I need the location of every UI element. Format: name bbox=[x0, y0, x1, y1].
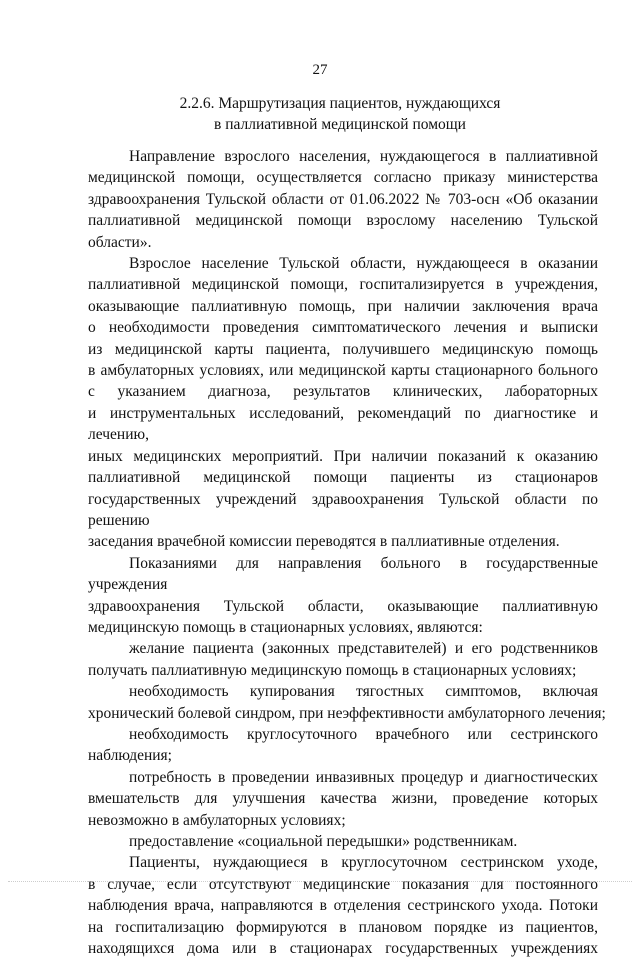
text-line: в случае, если отсутствуют медицинские показания для постоянного bbox=[88, 875, 598, 893]
section-heading-line: 2.2.6. Маршрутизация пациентов, нуждающихся bbox=[179, 95, 501, 112]
scan-footer-artifact bbox=[8, 881, 632, 888]
text-line: получать паллиативную медицинскую помощь в стационарных условиях; bbox=[88, 661, 577, 679]
text-line: области». bbox=[88, 233, 152, 251]
paragraph bbox=[88, 553, 598, 639]
text-line: хронический болевой синдром, при неэффективности амбулаторного лечения; bbox=[88, 704, 606, 722]
text-line: паллиативной медицинской помощи пациенты из стационаров bbox=[88, 469, 598, 487]
text-line: находящихся дома или в стационарах государственных учреждениях bbox=[88, 940, 598, 958]
section-heading bbox=[88, 93, 592, 135]
text-line: о необходимости проведения симптоматического лечения и выписки bbox=[88, 319, 598, 337]
document-body bbox=[88, 146, 606, 959]
text-line: на госпитализацию формируются в плановом порядке из пациентов, bbox=[88, 918, 598, 936]
text-line: заседания врачебной комиссии переводятся в паллиативные отделения. bbox=[88, 533, 560, 551]
text-line: медицинскую помощь в стационарных условиях, являются: bbox=[88, 618, 483, 636]
text-line: здравоохранения Тульской области, оказывающие паллиативную bbox=[88, 597, 598, 615]
text-line: из медицинской карты пациента, получившего медицинскую помощь bbox=[88, 340, 598, 358]
paragraph bbox=[88, 146, 598, 253]
text-line: здравоохранения Тульской области от 01.06.2022 № 703-осн «Об оказании bbox=[88, 190, 598, 208]
paragraph bbox=[88, 852, 598, 959]
text-line: и инструментальных исследований, рекомендаций по диагностике и лечению, bbox=[88, 404, 598, 444]
text-line: Пациенты, нуждающиеся в круглосуточном сестринском уходе, bbox=[129, 854, 598, 872]
text-line: желание пациента (законных представителей) и его родственников bbox=[129, 640, 598, 658]
text-line: Взрослое население Тульской области, нуждающееся в оказании bbox=[129, 255, 598, 273]
text-line: паллиативной медицинской помощи, госпитализируется в учреждения, bbox=[88, 276, 598, 294]
text-line: иных медицинских мероприятий. При наличии показаний к оказанию bbox=[88, 447, 598, 465]
list-item bbox=[88, 638, 598, 681]
list-item bbox=[88, 831, 598, 852]
text-line: в амбулаторных условиях, или медицинской карты стационарного больного bbox=[88, 362, 598, 380]
text-line: с указанием диагноза, результатов клинических, лабораторных bbox=[88, 383, 598, 401]
text-line: медицинской помощи, осуществляется согласно приказу министерства bbox=[88, 169, 598, 187]
text-line: невозможно в амбулаторных условиях; bbox=[88, 811, 346, 829]
page-number: 27 bbox=[312, 62, 328, 78]
list-item bbox=[88, 681, 606, 724]
text-line: Направление взрослого населения, нуждающегося в паллиативной bbox=[129, 148, 598, 165]
text-line: потребность в проведении инвазивных процедур и диагностических bbox=[129, 768, 598, 786]
text-line: необходимость круглосуточного врачебного или сестринского bbox=[129, 725, 598, 743]
text-line: наблюдения; bbox=[88, 747, 172, 765]
section-heading-line: в паллиативной медицинской помощи bbox=[214, 116, 466, 133]
paragraph bbox=[88, 253, 598, 553]
text-line: Показаниями для направления больного в государственные учреждения bbox=[88, 554, 598, 594]
text-line: паллиативной медицинской помощи взрослому населению Тульской bbox=[88, 212, 598, 230]
text-line: предоставление «социальной передышки» родственникам. bbox=[129, 833, 518, 850]
text-line: наблюдения врача, направляются в отделения сестринского ухода. Потоки bbox=[88, 897, 598, 915]
text-line: оказывающие паллиативную помощь, при наличии заключения врача bbox=[88, 297, 598, 315]
text-line: вмешательств для улучшения качества жизни, проведение которых bbox=[88, 790, 598, 808]
list-item bbox=[88, 767, 598, 831]
text-line: необходимость купирования тягостных симптомов, включая bbox=[129, 683, 598, 701]
text-line: государственных учреждений здравоохранения Тульской области по решению bbox=[88, 490, 598, 529]
list-item bbox=[88, 724, 598, 767]
